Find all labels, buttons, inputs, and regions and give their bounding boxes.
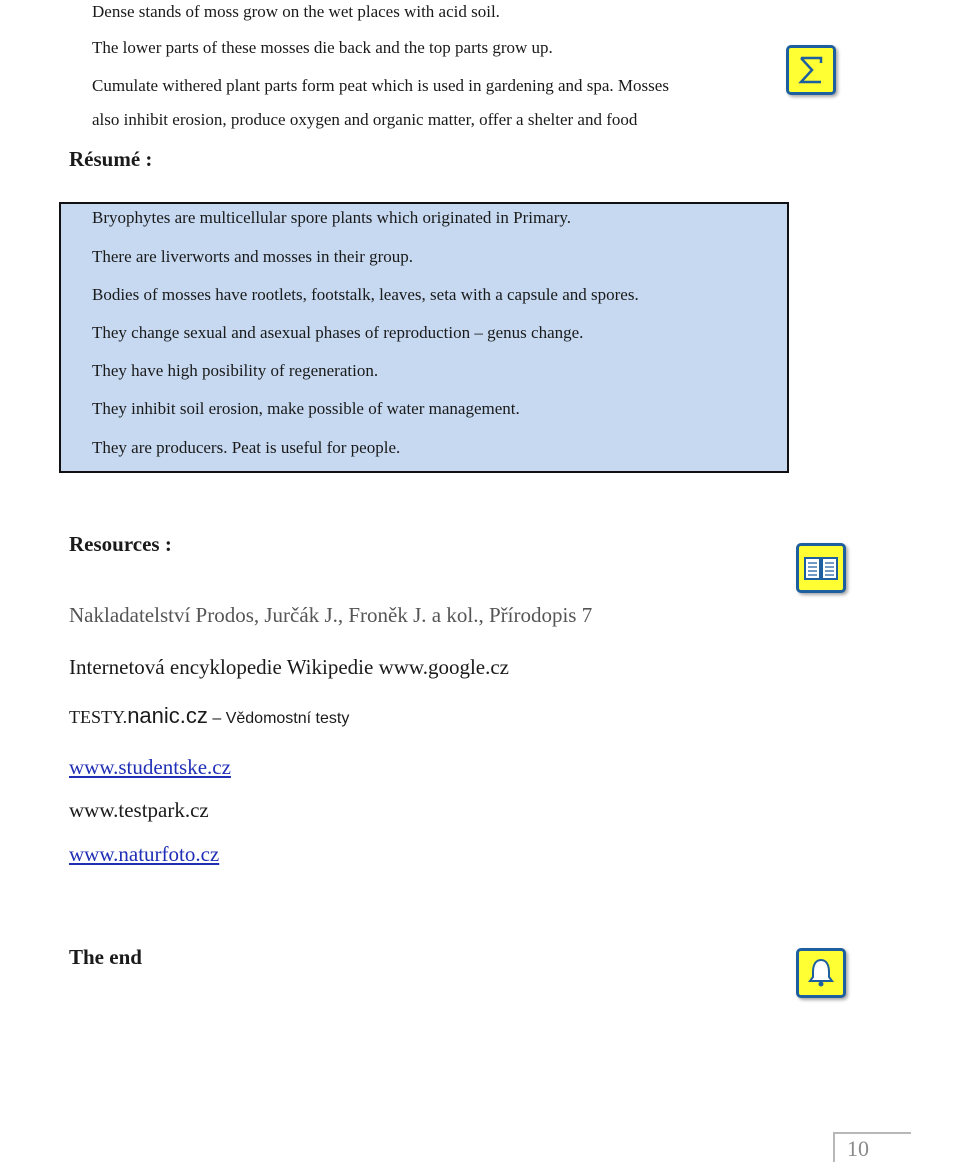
resources-heading: Resources : [69,532,172,556]
summary-line-2: There are liverworts and mosses in their group. [92,247,414,266]
resource-encyclopedia: Internetová encyklopedie Wikipedie www.google.cz [69,655,509,679]
resource-testy [69,703,349,729]
summary-line-1: Bryophytes are multicellular spore plants which originated in Primary. [92,208,572,227]
link-testpark[interactable]: www.testpark.cz [69,798,209,822]
bell-icon [796,948,846,998]
summary-line-4: They change sexual and asexual phases of reproduction – genus change. [92,323,584,342]
summary-line-5: They have high posibility of regeneration. [92,361,379,380]
book-icon [796,543,846,593]
summary-line-7: They are producers. Peat is useful for people. [92,438,401,457]
testy-suffix: – Vědomostní testy [207,710,350,727]
link-naturfoto[interactable]: www.naturfoto.cz [69,842,220,866]
testy-domain: nanic.cz [127,703,208,728]
sigma-icon [786,45,836,95]
summary-line-6: They inhibit soil erosion, make possible of water management. [92,399,520,418]
resume-heading: Résumé : [69,147,153,171]
intro-line-2: The lower parts of these mosses die back and the top parts grow up. [92,38,553,57]
summary-line-3: Bodies of mosses have rootlets, footstalk, leaves, seta with a capsule and spores. [92,285,639,304]
end-heading: The end [69,945,142,969]
intro-line-3: Cumulate withered plant parts form peat which is used in gardening and spa. Mosses [92,76,669,95]
intro-line-4: also inhibit erosion, produce oxygen and organic matter, offer a shelter and food [92,110,638,129]
link-studentske[interactable]: www.studentske.cz [69,755,231,779]
resource-book: Nakladatelství Prodos, Jurčák J., Froněk J. a kol., Přírodopis 7 [69,603,593,627]
page-number: 10 [847,1136,869,1161]
intro-line-1: Dense stands of moss grow on the wet places with acid soil. [92,2,500,21]
testy-prefix: TESTY. [69,707,128,727]
